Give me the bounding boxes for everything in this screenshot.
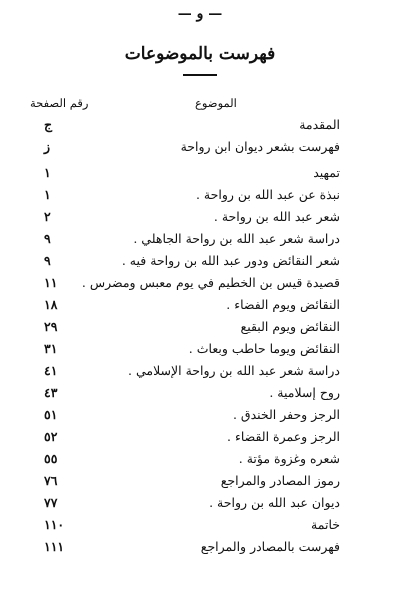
- toc-entry-title: الرجز وعمرة القضاء .: [227, 429, 340, 444]
- toc-row: [0, 272, 400, 294]
- toc-entry-title: رموز المصادر والمراجع: [220, 473, 340, 488]
- toc-row: [0, 250, 400, 272]
- toc-entry-page: ٧٦: [44, 473, 58, 488]
- toc-entry-page: ٩: [44, 231, 51, 246]
- toc-entry-title: شعر النقائض ودور عبد الله بن رواحة فيه .: [121, 253, 340, 268]
- toc-entry-title: دراسة شعر عبد الله بن رواحة الإسلامي .: [128, 363, 340, 378]
- toc-entry-title: تمهيد: [313, 165, 340, 180]
- toc-entry-page: ٣١: [44, 341, 58, 356]
- toc-row: [0, 162, 400, 184]
- toc-entry-title: النقائض ويوما حاطب وبعاث .: [188, 341, 340, 356]
- table-of-contents: [0, 114, 400, 558]
- toc-entry-page: ز: [44, 139, 51, 154]
- toc-row: [0, 492, 400, 514]
- toc-entry-title: قصيدة قيس بن الخطيم في يوم معبس ومضرس .: [81, 275, 340, 290]
- toc-entry-page: ١١١: [44, 539, 65, 554]
- toc-entry-page: ٥١: [44, 407, 58, 422]
- toc-entry-title: نبذة عن عبد الله بن رواحة .: [195, 187, 340, 202]
- toc-entry-page: ٩: [44, 253, 51, 268]
- toc-entry-title: المقدمة: [299, 117, 340, 132]
- toc-row: [0, 136, 400, 158]
- toc-row: [0, 448, 400, 470]
- toc-entry-title: النقائض ويوم الفضاء .: [226, 297, 340, 312]
- toc-entry-page: ١٨: [44, 297, 58, 312]
- toc-entry-title: شعره وغزوة مؤتة .: [238, 451, 340, 466]
- column-header-topic: الموضوع: [195, 96, 237, 110]
- toc-entry-page: ٢: [44, 209, 51, 224]
- toc-entry-page: ج: [44, 117, 53, 132]
- toc-entry-page: ٧٧: [44, 495, 58, 510]
- toc-entry-title: النقائض ويوم البقيع: [240, 319, 340, 334]
- column-header-page-number: رقم الصفحة: [30, 96, 89, 110]
- toc-entry-title: شعر عبد الله بن رواحة .: [213, 209, 340, 224]
- toc-row: [0, 514, 400, 536]
- toc-row: [0, 184, 400, 206]
- toc-entry-page: ٤٣: [44, 385, 58, 400]
- page-number: — و —: [177, 6, 223, 22]
- toc-entry-page: ٢٩: [44, 319, 58, 334]
- toc-row: [0, 536, 400, 558]
- toc-entry-page: ٥٢: [44, 429, 58, 444]
- page-title: فهرست بالموضوعات: [124, 44, 276, 64]
- title-underline: [183, 74, 217, 76]
- toc-row: [0, 470, 400, 492]
- toc-entry-page: ٤١: [44, 363, 58, 378]
- toc-entry-page: ١١٠: [44, 517, 65, 532]
- toc-entry-page: ١١: [44, 275, 58, 290]
- toc-row: [0, 114, 400, 136]
- toc-entry-title: ديوان عبد الله بن رواحة .: [209, 495, 340, 510]
- toc-entry-title: دراسة شعر عبد الله بن رواحة الجاهلي .: [133, 231, 340, 246]
- toc-row: [0, 294, 400, 316]
- toc-entry-title: خاتمة: [311, 517, 340, 532]
- toc-entry-title: فهرست بشعر ديوان ابن رواحة: [180, 139, 340, 154]
- toc-entry-page: ١: [44, 187, 51, 202]
- toc-row: [0, 382, 400, 404]
- toc-row: [0, 206, 400, 228]
- toc-entry-title: الرجز وحفر الخندق .: [232, 407, 340, 422]
- toc-row: [0, 360, 400, 382]
- toc-row: [0, 404, 400, 426]
- toc-entry-title: روح إسلامية .: [269, 385, 340, 400]
- toc-entry-page: ١: [44, 165, 51, 180]
- toc-row: [0, 228, 400, 250]
- toc-entry-page: ٥٥: [44, 451, 58, 466]
- toc-entry-title: فهرست بالمصادر والمراجع: [200, 539, 340, 554]
- toc-row: [0, 426, 400, 448]
- toc-row: [0, 338, 400, 360]
- toc-row: [0, 316, 400, 338]
